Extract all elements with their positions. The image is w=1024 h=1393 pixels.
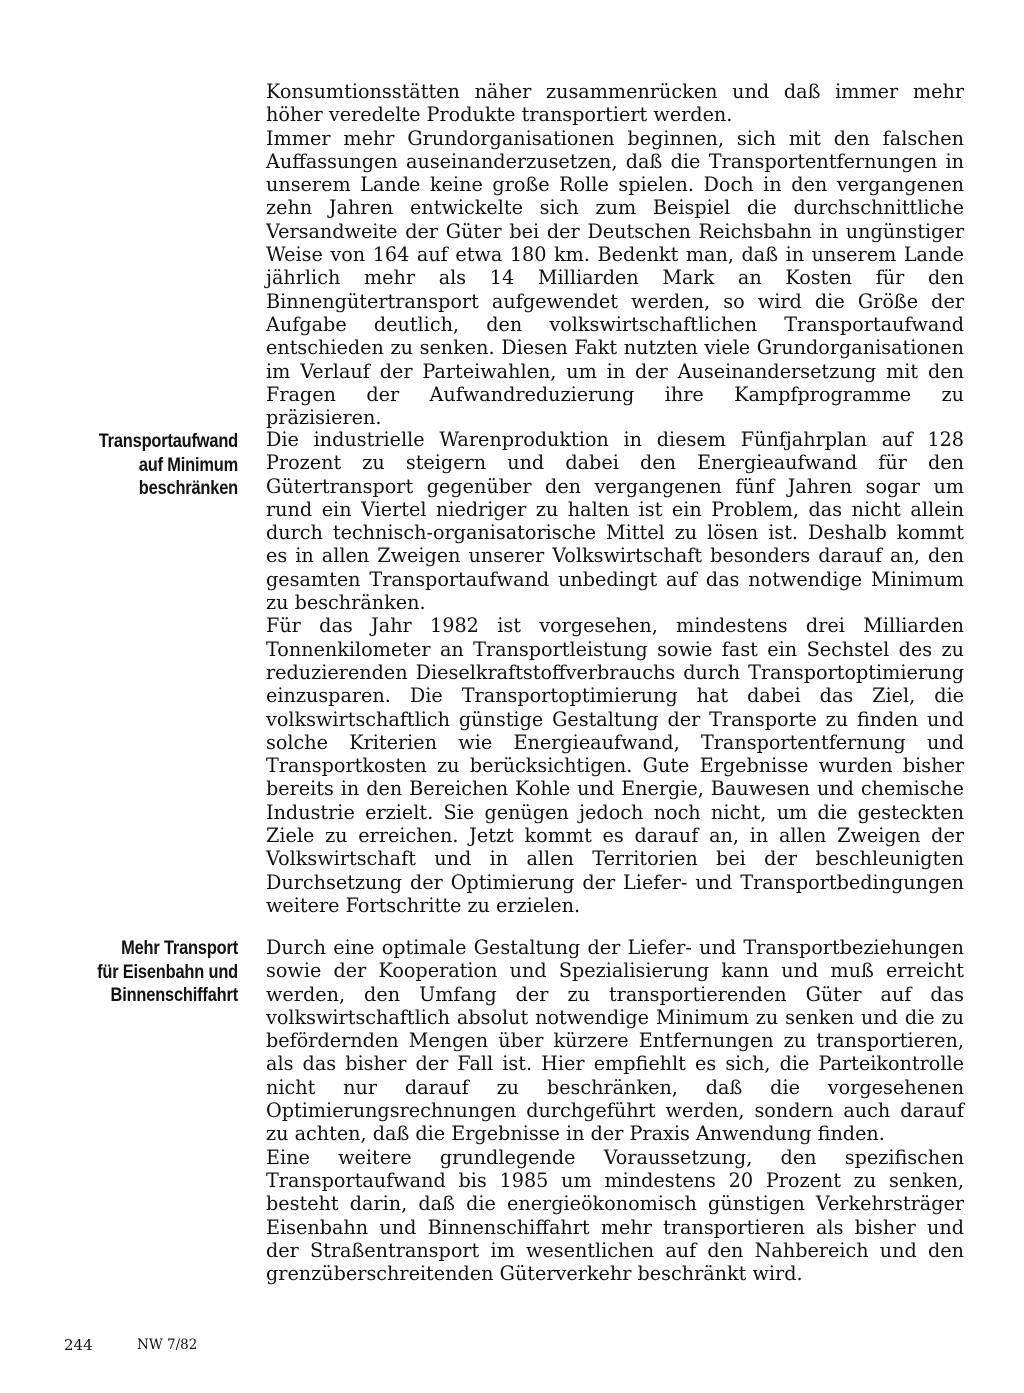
side-heading-line: beschränken — [138, 477, 238, 499]
body-paragraph: Immer mehr Grundorganisationen beginnen, sich mit den falschen Auffassungen auseinanderzusetzen, daß die Transportentfernungen in unserem Lande keine große Rolle spielen. Doch in den vergangenen zehn Jahren entwickelte sich zum Beispiel die durchschnittliche Versandweite der Güter bei der Deutschen Reichsbahn in ungünstiger Weise von 164 auf etwa 180 km. Bedenkt man, daß in unserem Lande jährlich mehr als 14 Milliarden Mark an Kosten für den Binnengütertransport aufgewendet werden, so wird die Größe der Aufgabe deutlich, den volkswirtschaftlichen Transportaufwand entschieden zu senken. Diesen Fakt nutzten viele Grundorganisationen im Verlauf der Parteiwahlen, um in der Auseinandersetzung mit den Fragen der Aufwandreduzierung ihre Kampfprogramme zu präzisieren. — [266, 126, 964, 430]
body-paragraph: Die industrielle Warenproduktion in diesem Fünfjahrplan auf 128 Prozent zu steigern und dabei den Energieaufwand für den Gütertransport gegenüber den vergangenen fünf Jahren sogar um rund ein Viertel niedriger zu halten ist ein Problem, das nicht allein durch technisch-organisatorische Mittel zu lösen ist. Deshalb kommt es in allen Zweigen unserer Volkswirtschaft besonders darauf an, den gesamten Transportaufwand unbedingt auf das notwendige Minimum zu beschränken. — [266, 428, 964, 615]
journal-reference: NW 7/82 — [137, 1337, 198, 1353]
page-number: 244 — [64, 1336, 93, 1354]
side-heading-line: Mehr Transport — [121, 937, 238, 959]
section-mehr-transport — [266, 936, 964, 1285]
section-intro — [266, 80, 964, 429]
side-heading-line: auf Minimum — [138, 453, 238, 476]
section-transportaufwand — [266, 428, 964, 917]
side-heading-line: für Eisenbahn und — [97, 960, 239, 983]
side-heading-line: Binnenschiffahrt — [110, 984, 238, 1006]
body-paragraph: Eine weitere grundlegende Voraussetzung, den spezifischen Transportaufwand bis 1985 um mindestens 20 Prozent zu senken, besteht darin, daß die energieökonomisch günstigen Verkehrsträger Eisenbahn und Binnenschiffahrt mehr transportieren als bisher und der Straßentransport im wesentlichen auf den Nahbereich und den grenzüberschreitenden Güterverkehr beschränkt wird. — [266, 1145, 964, 1286]
body-paragraph: Konsumtionsstätten näher zusammenrücken und daß immer mehr höher veredelte Produkte transportiert werden. — [266, 80, 964, 127]
body-paragraph: Für das Jahr 1982 ist vorgesehen, mindestens drei Milliarden Tonnenkilometer an Transportleistung sowie fast ein Sechstel des zu reduzierenden Dieselkraftstoffverbrauchs durch Transportoptimierung einzusparen. Die Transportoptimierung hat dabei das Ziel, die volkswirtschaftlich günstige Gestaltung der Transporte zu finden und solche Kriterien wie Energieaufwand, Transportentfernung und Transportkosten zu berücksichtigen. Gute Ergebnisse wurden bisher bereits in den Bereichen Kohle und Energie, Bauwesen und chemische Industrie erzielt. Sie genügen jedoch noch nicht, um die gesteckten Ziele zu erreichen. Jetzt kommt es darauf an, in allen Zweigen der Volkswirtschaft und in allen Territorien bei der beschleunigten Durchsetzung der Optimierung der Liefer- und Transportbedingungen weitere Fortschritte zu erzielen. — [266, 614, 964, 917]
side-heading-mehr-transport — [88, 937, 238, 1008]
side-heading-transportaufwand — [88, 430, 238, 501]
side-heading-line: Transportaufwand — [98, 430, 239, 452]
body-paragraph: Durch eine optimale Gestaltung der Liefer- und Transportbeziehungen sowie der Kooperation und Spezialisierung kann und muß erreicht werden, den Umfang der zu transportierenden Güter auf das volkswirtschaftlich absolut notwendige Minimum zu senken und die zu befördernden Mengen über kürzere Entfernungen zu transportieren, als das bisher der Fall ist. Hier empfiehlt es sich, die Parteikontrolle nicht nur darauf zu beschränken, daß die vorgesehenen Optimierungsrechnungen durchgeführt werden, sondern auch darauf zu achten, daß die Ergebnisse in der Praxis Anwendung finden. — [266, 936, 964, 1146]
